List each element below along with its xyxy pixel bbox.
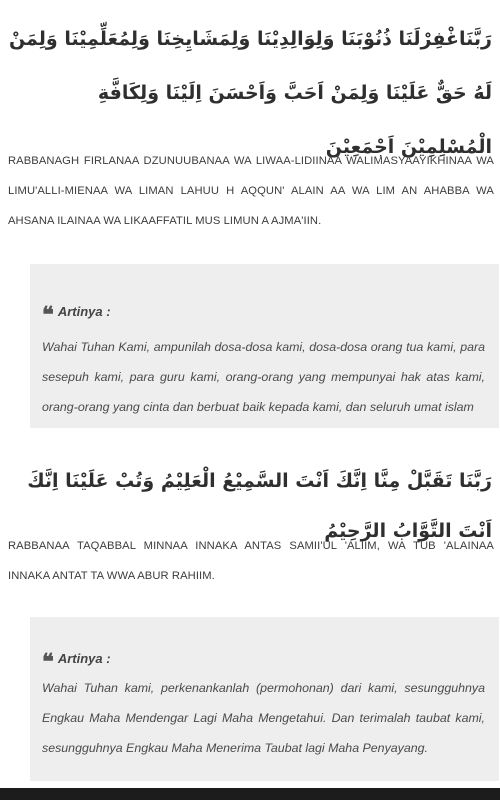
latin-transliteration: RABBANAGH FIRLANAA DZUNUUBANAA WA LIWAA-LIDIINAA WALIMASYAAYIKHINAA WA LIMU'ALLI-MIENAA WA LIMAN LAHUU H AQQUN' ALAIN AA WA LIM AN AHABBA WA AHSANA ILAINAA WA LIKAAFFATIL MUS LIMUN A AJMA'IIN. (8, 155, 494, 227)
translation-label: Artinya : (57, 304, 111, 319)
arabic-dua-text: رَبَّنَا تَقَبَّلْ مِنَّا اِنَّكَ اَنْتَ السَّمِيْعُ الْعَلِيْمُ وَتُبْ عَلَيْنَا اِنَّكَ اَنْتَ التَّوَّابُ الرَّحِيْمُ (27, 470, 492, 542)
translation-blockquote (30, 617, 499, 781)
arabic-dua-text: رَبَّنَاغْفِرْلَنَا ذُنُوْبَنَا وَلِوَالِدِيْنَا وَلِمَشَايِخِنَا وَلِمُعَلِّمِيْنَا وَلِمَنْ لَهُ حَقٌّ عَلَيْنَا وَلِمَنْ اَحَبَّ وَاَحْسَنَ اِلَيْنَا وَلِكَافَّةِ الْمُسْلِمِيْنَ اَجْمَعِيْنَ (8, 28, 492, 158)
quote-icon: ❝ (42, 649, 52, 675)
quote-icon: ❝ (42, 302, 52, 328)
translation-text: Wahai Tuhan Kami, ampunilah dosa-dosa kami, dosa-dosa orang tua kami, para sesepuh kami, para guru kami, orang-orang yang mempunyai hak atas kami, orang-orang yang cinta dan berbuat baik kepada kami, dan seluruh umat islam (42, 340, 485, 414)
translation-heading (42, 627, 485, 673)
translation-blockquote (30, 264, 499, 428)
bottom-navigation-bar (0, 788, 500, 800)
latin-transliteration: RABBANAA TAQABBAL MINNAA INNAKA ANTAS SAMII'UL 'ALIIM, WA TUB 'ALAINAA INNAKA ANTAT TA WWA ABUR RAHIIM. (8, 540, 494, 582)
translation-label: Artinya : (57, 651, 111, 666)
translation-heading (42, 274, 485, 332)
translation-text: Wahai Tuhan kami, perkenankanlah (permohonan) dari kami, sesungguhnya Engkau Maha Mendengar Lagi Maha Mengetahui. Dan terimalah taubat kami, sesungguhnya Engkau Maha Menerima Taubat lagi Maha Penyayang. (42, 681, 485, 755)
